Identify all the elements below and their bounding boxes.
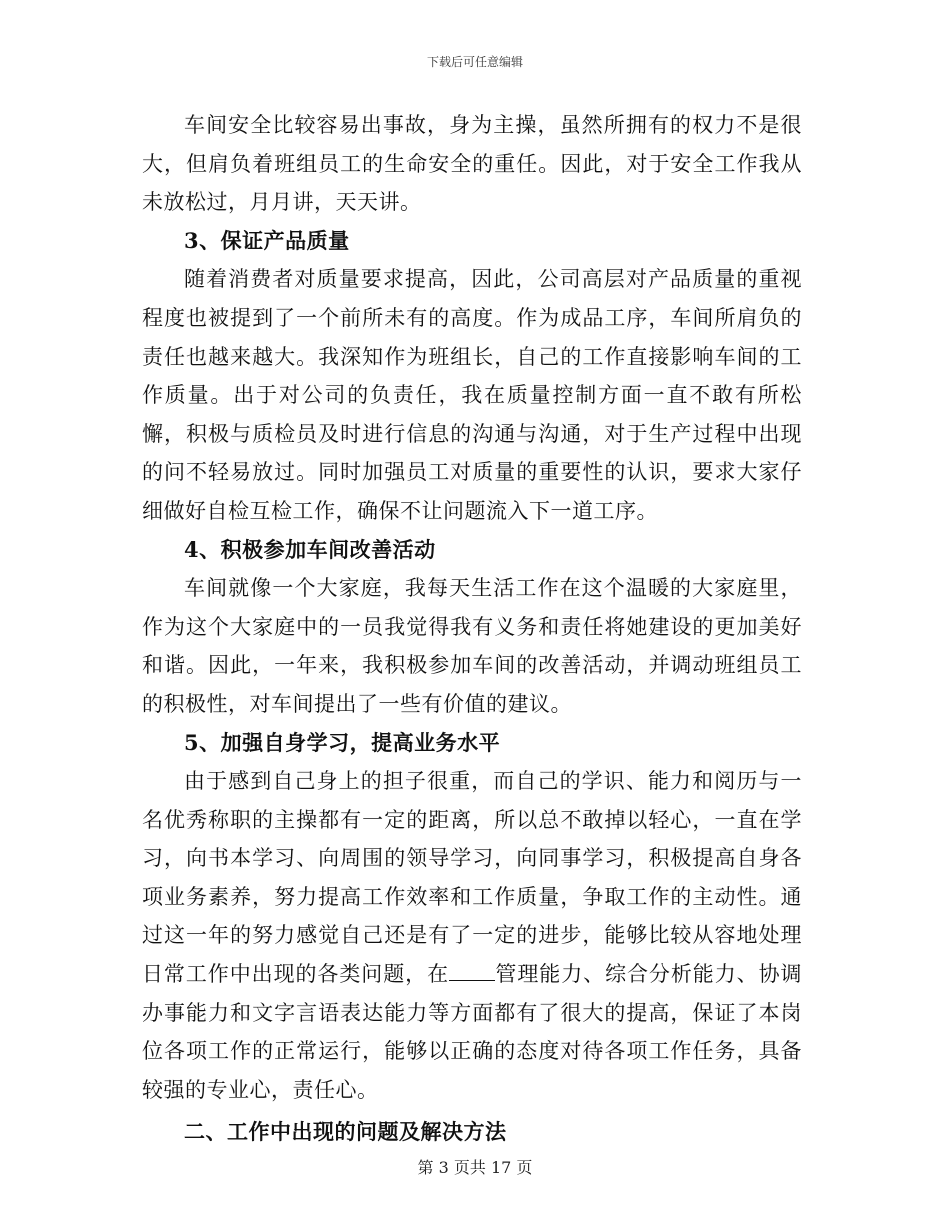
- heading-quality: 3、保证产品质量: [184, 227, 350, 253]
- paragraph-learning: [142, 762, 802, 1109]
- heading-problems-solutions: 二、工作中出现的问题及解决方法: [184, 1119, 507, 1145]
- paragraph-safety: 车间安全比较容易出事故，身为主操，虽然所拥有的权力不是很大，但肩负着班组员工的生命安全的重任。因此，对于安全工作我从未放松过，月月讲，天天讲。: [142, 113, 802, 215]
- header-note: 下载后可任意编辑: [426, 55, 523, 69]
- paragraph-quality: 随着消费者对质量要求提高，因此，公司高层对产品质量的重视程度也被提到了一个前所未有的高度。作为成品工序，车间所肩负的责任也越来越大。我深知作为班组长，自己的工作直接影响车间的工作质量。出于对公司的负责任，我在质量控制方面一直不敢有所松懈，积极与质检员及时进行信息的沟通与沟通，对于生产过程中出现的问不轻易放过。同时加强员工对质量的重要性的认识，要求大家仔细做好自检互检工作，确保不让问题流入下一道工序。: [142, 267, 802, 523]
- document-body: [142, 106, 802, 1152]
- paragraph-improvement: 车间就像一个大家庭，我每天生活工作在这个温暖的大家庭里，作为这个大家庭中的一员我觉得我有义务和责任将她建设的更加美好和谐。因此，一年来，我积极参加车间的改善活动，并调动班组员工的积极性，对车间提出了一些有价值的建议。: [142, 576, 802, 716]
- page-number: 第 3 页共 17 页: [417, 1158, 533, 1177]
- fill-in-blank: [449, 962, 495, 981]
- heading-learning: 5、加强自身学习，提高业务水平: [184, 729, 501, 755]
- paragraph-learning-part1: 由于感到自己身上的担子很重，而自己的学识、能力和阅历与一名优秀称职的主操都有一定的距离，所以总不敢掉以轻心，一直在学习，向书本学习、向周围的领导学习，向同事学习，积极提高自身各项业务素养，努力提高工作效率和工作质量，争取工作的主动性。通过这一年的努力感觉自己还是有了一定的进步，能够比较从容地处理日常工作中出现的各类问题，在: [142, 769, 802, 987]
- paragraph-learning-part2: 管理能力、综合分析能力、协调办事能力和文字言语表达能力等方面都有了很大的提高，保证了本岗位各项工作的正常运行，能够以正确的态度对待各项工作任务，具备较强的专业心，责任心。: [142, 962, 802, 1102]
- heading-improvement: 4、积极参加车间改善活动: [184, 536, 436, 562]
